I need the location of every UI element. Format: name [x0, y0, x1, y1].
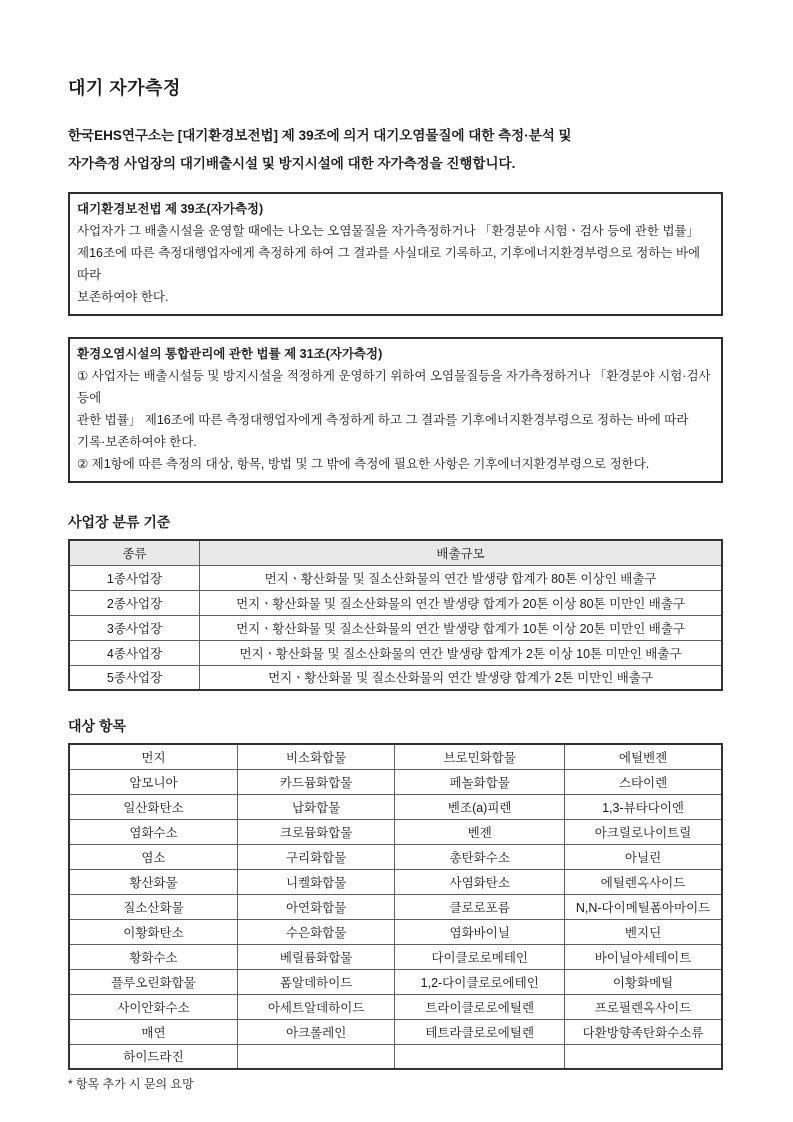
table-row	[69, 919, 722, 944]
law-box-title: 대기환경보전법 제 39조(자가측정)	[77, 202, 264, 216]
table-cell: 하이드라진	[69, 1044, 237, 1069]
table-cell: 사이안화수소	[69, 994, 237, 1019]
table-row	[69, 1044, 722, 1069]
table-cell: 먼지	[69, 744, 237, 769]
target-items-table-body	[69, 744, 722, 1069]
table-cell: 먼지ㆍ황산화물 및 질소산화물의 연간 발생량 합계가 2톤 미만인 배출구	[200, 665, 722, 690]
table-cell: 벤지딘	[565, 919, 722, 944]
law-text-line: 제16조에 따른 측정대행업자에게 측정하게 하여 그 결과를 사실대로 기록하고, 기후에너지환경부령으로 정하는 바에 따라	[77, 246, 701, 282]
law-text-line: ① 사업자는 배출시설등 및 방지시설을 적정하게 운영하기 위하여 오염물질등을 자가측정하거나 「환경분야 시험·검사 등에	[77, 369, 711, 405]
table-cell: 크로뮴화합물	[237, 819, 394, 844]
table-cell: 클로로포름	[395, 894, 565, 919]
table-cell: 먼지ㆍ황산화물 및 질소산화물의 연간 발생량 합계가 2톤 이상 10톤 미만인 배출구	[200, 640, 722, 665]
law-text-line: 관한 법률」 제16조에 따른 측정대행업자에게 측정하게 하고 그 결과를 기후에너지환경부령으로 정하는 바에 따라	[77, 413, 689, 427]
table-cell: N,N-다이메틸폼아마이드	[565, 894, 722, 919]
law-box-body	[77, 365, 714, 475]
table-cell: 먼지ㆍ황산화물 및 질소산화물의 연간 발생량 합계가 10톤 이상 20톤 미만인 배출구	[200, 615, 722, 640]
table-cell: 1종사업장	[69, 565, 200, 590]
table-row	[69, 794, 722, 819]
footnote: * 항목 추가 시 문의 요망	[68, 1077, 194, 1091]
table-cell: 이황화탄소	[69, 919, 237, 944]
table-cell: 구리화합물	[237, 844, 394, 869]
table-cell: 1,2-다이클로로에테인	[395, 969, 565, 994]
table-cell: 에틸벤젠	[565, 744, 722, 769]
table-cell: 브로민화합물	[395, 744, 565, 769]
table-cell: 1,3-뷰타다이엔	[565, 794, 722, 819]
table-cell: 수은화합물	[237, 919, 394, 944]
page-title: 대기 자가측정	[68, 78, 181, 98]
table-row	[69, 894, 722, 919]
table-row	[69, 769, 722, 794]
table-cell: 벤젠	[395, 819, 565, 844]
table-cell: 암모니아	[69, 769, 237, 794]
table-cell: 황화수소	[69, 944, 237, 969]
table-row	[69, 565, 722, 590]
law-text-line: ② 제1항에 따른 측정의 대상, 항목, 방법 및 그 밖에 측정에 필요한 사항은 기후에너지환경부령으로 정한다.	[77, 457, 650, 471]
table-cell: 매연	[69, 1019, 237, 1044]
table-cell: 테트라클로로에틸렌	[395, 1019, 565, 1044]
table-cell: 먼지ㆍ황산화물 및 질소산화물의 연간 발생량 합계가 80톤 이상인 배출구	[200, 565, 722, 590]
law-box-article-39	[68, 192, 723, 316]
table-cell: 이황화메틸	[565, 969, 722, 994]
table-cell: 플루오린화합물	[69, 969, 237, 994]
table-row	[69, 1019, 722, 1044]
law-box-article-31	[68, 337, 723, 483]
table-cell: 총탄화수소	[395, 844, 565, 869]
law-text-line: 기록·보존하여야 한다.	[77, 435, 197, 449]
intro-paragraph	[68, 122, 723, 178]
classification-heading: 사업장 분류 기준	[68, 514, 171, 530]
table-cell: 니켈화합물	[237, 869, 394, 894]
table-cell: 트라이클로로에틸렌	[395, 994, 565, 1019]
table-cell: 스타이렌	[565, 769, 722, 794]
table-row	[69, 994, 722, 1019]
table-cell: 프로필렌옥사이드	[565, 994, 722, 1019]
table-row	[69, 819, 722, 844]
column-header-scale: 배출규모	[200, 540, 722, 565]
table-row	[69, 590, 722, 615]
table-cell: 아크롤레인	[237, 1019, 394, 1044]
law-box-title: 환경오염시설의 통합관리에 관한 법률 제 31조(자가측정)	[77, 347, 383, 361]
table-cell: 다환방향족탄화수소류	[565, 1019, 722, 1044]
table-cell: 벤조(a)피렌	[395, 794, 565, 819]
table-cell: 2종사업장	[69, 590, 200, 615]
table-cell: 질소산화물	[69, 894, 237, 919]
table-row	[69, 744, 722, 769]
table-header-row	[69, 540, 722, 565]
table-cell: 황산화물	[69, 869, 237, 894]
target-items-heading: 대상 항목	[68, 718, 126, 734]
table-cell: 아닐린	[565, 844, 722, 869]
table-cell: 일산화탄소	[69, 794, 237, 819]
table-cell: 폼알데하이드	[237, 969, 394, 994]
intro-line-1: 한국EHS연구소는 [대기환경보전법] 제 39조에 의거 대기오염물질에 대한 측정·분석 및	[68, 128, 572, 143]
table-cell	[565, 1044, 722, 1069]
table-cell	[237, 1044, 394, 1069]
table-cell: 먼지ㆍ황산화물 및 질소산화물의 연간 발생량 합계가 20톤 이상 80톤 미만인 배출구	[200, 590, 722, 615]
table-cell: 아연화합물	[237, 894, 394, 919]
table-cell: 비소화합물	[237, 744, 394, 769]
table-row	[69, 944, 722, 969]
law-text-line: 보존하여야 한다.	[77, 290, 169, 304]
law-box-body	[77, 220, 714, 308]
table-row	[69, 615, 722, 640]
table-cell: 염소	[69, 844, 237, 869]
table-row	[69, 665, 722, 690]
table-cell: 3종사업장	[69, 615, 200, 640]
law-text-line: 사업자가 그 배출시설을 운영할 때에는 나오는 오염물질을 자가측정하거나 「환경분야 시험ㆍ검사 등에 관한 법률」	[77, 224, 700, 238]
table-cell: 염화바이닐	[395, 919, 565, 944]
table-row	[69, 640, 722, 665]
table-cell	[395, 1044, 565, 1069]
table-cell: 바이닐아세테이트	[565, 944, 722, 969]
table-cell: 납화합물	[237, 794, 394, 819]
classification-table	[68, 539, 723, 691]
intro-line-2: 자가측정 사업장의 대기배출시설 및 방지시설에 대한 자가측정을 진행합니다.	[68, 156, 516, 171]
table-cell: 아크릴로나이트릴	[565, 819, 722, 844]
target-items-table	[68, 743, 723, 1070]
table-cell: 다이클로로메테인	[395, 944, 565, 969]
document-page	[68, 0, 723, 1092]
table-cell: 아세트알데하이드	[237, 994, 394, 1019]
table-cell: 카드뮴화합물	[237, 769, 394, 794]
table-row	[69, 844, 722, 869]
table-row	[69, 869, 722, 894]
table-cell: 4종사업장	[69, 640, 200, 665]
table-cell: 베릴륨화합물	[237, 944, 394, 969]
table-cell: 사염화탄소	[395, 869, 565, 894]
table-cell: 염화수소	[69, 819, 237, 844]
table-cell: 에틸렌옥사이드	[565, 869, 722, 894]
table-row	[69, 969, 722, 994]
table-cell: 5종사업장	[69, 665, 200, 690]
column-header-type: 종류	[69, 540, 200, 565]
classification-table-body	[69, 565, 722, 690]
table-cell: 페놀화합물	[395, 769, 565, 794]
